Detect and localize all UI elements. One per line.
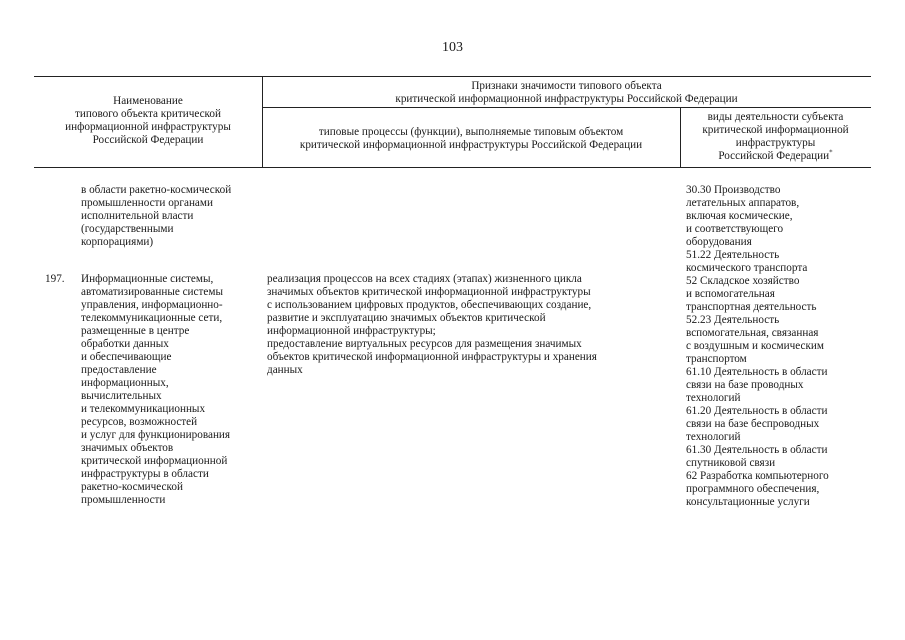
row-number: 197. <box>45 273 65 285</box>
row-name-line: информационных, <box>81 377 169 389</box>
activity-line: 61.10 Деятельность в области <box>686 366 828 378</box>
process-line: предоставление виртуальных ресурсов для размещения значимых <box>267 338 582 350</box>
header-activities-column <box>680 111 871 163</box>
row-name-line: автоматизированные системы <box>81 286 223 298</box>
header-processes-line: типовые процессы (функции), выполняемые типовым объектом <box>318 126 624 138</box>
continuation-line: корпорациями) <box>81 236 154 248</box>
header-name-line: Наименование <box>113 95 183 107</box>
footnote-mark: * <box>829 148 833 157</box>
activity-line: вспомогательная, связанная <box>686 327 819 339</box>
row-name-line: телекоммуникационные сети, <box>81 312 223 324</box>
activity-line: и вспомогательная <box>686 288 775 300</box>
process-line: с использованием цифровых продуктов, обеспечивающих создание, <box>267 299 592 311</box>
activity-line: спутниковой связи <box>686 457 776 469</box>
activity-line: летательных аппаратов, <box>686 197 800 209</box>
header-name-line: информационной инфраструктуры <box>65 121 231 133</box>
header-name-line: Российской Федерации <box>92 134 204 146</box>
activity-line: связи на базе беспроводных <box>686 418 820 430</box>
header-name-column <box>34 95 262 147</box>
row-name-line: и услуг для функционирования <box>81 429 231 441</box>
header-group-line: Признаки значимости типового объекта <box>471 80 662 92</box>
continuation-name-cell <box>81 184 261 249</box>
activity-line: 52 Складское хозяйство <box>686 275 800 287</box>
header-bottom-rule <box>34 167 871 168</box>
process-line: значимых объектов критической информационной инфраструктуры <box>267 286 591 298</box>
activity-line: с воздушным и космическим <box>686 340 824 352</box>
activity-line: 51.22 Деятельность <box>686 249 780 261</box>
activity-line: 62 Разработка компьютерного <box>686 470 829 482</box>
continuation-line: исполнительной власти <box>81 210 194 222</box>
activity-line: и соответствующего <box>686 223 784 235</box>
header-group-title <box>262 80 871 106</box>
header-name-line: типового объекта критической <box>75 108 221 120</box>
continuation-line: промышленности органами <box>81 197 213 209</box>
row-name-line: и обеспечивающие <box>81 351 172 363</box>
activity-line: 52.23 Деятельность <box>686 314 780 326</box>
header-activities-line: инфраструктуры <box>735 137 816 149</box>
header-processes-column <box>262 126 680 152</box>
activity-line: консультационные услуги <box>686 496 810 508</box>
activity-line: 30.30 Производство <box>686 184 781 196</box>
continuation-line: (государственными <box>81 223 174 235</box>
header-activities-line: критической информационной <box>702 124 849 136</box>
activity-line: транспортом <box>686 353 747 365</box>
activities-cell <box>686 184 871 509</box>
row-name-line: обработки данных <box>81 338 169 350</box>
process-line: развитие и эксплуатацию значимых объектов критической <box>267 312 546 324</box>
activity-line: технологий <box>686 392 741 404</box>
activity-line: включая космические, <box>686 210 793 222</box>
activity-line: связи на базе проводных <box>686 379 804 391</box>
row-name-line: значимых объектов <box>81 442 174 454</box>
row-processes-cell <box>267 273 677 377</box>
table-top-rule <box>34 76 871 77</box>
activity-line: транспортная деятельность <box>686 301 817 313</box>
row-name-line: Информационные системы, <box>81 273 214 285</box>
activity-line: программного обеспечения, <box>686 483 820 495</box>
header-activities-line: виды деятельности субъекта <box>707 111 844 123</box>
row-name-line: предоставление <box>81 364 157 376</box>
process-line: информационной инфраструктуры; <box>267 325 436 337</box>
process-line: объектов критической информационной инфраструктуры и хранения <box>267 351 597 363</box>
activity-line: технологий <box>686 431 741 443</box>
row-name-line: управления, информационно- <box>81 299 223 311</box>
activity-line: 61.30 Деятельность в области <box>686 444 828 456</box>
continuation-line: в области ракетно-космической <box>81 184 232 196</box>
activity-line: космического транспорта <box>686 262 808 274</box>
row-name-line: и телекоммуникационных <box>81 403 206 415</box>
activity-line: оборудования <box>686 236 752 248</box>
page-number: 103 <box>442 40 463 55</box>
header-processes-line: критической информационной инфраструктуры Российской Федерации <box>299 139 643 151</box>
row-name-cell <box>81 273 261 507</box>
header-group-line: критической информационной инфраструктуры Российской Федерации <box>395 93 738 105</box>
row-name-line: ресурсов, возможностей <box>81 416 198 428</box>
process-line: данных <box>267 364 303 376</box>
activity-line: 61.20 Деятельность в области <box>686 405 828 417</box>
row-name-line: вычислительных <box>81 390 162 402</box>
row-name-line: ракетно-космической <box>81 481 183 493</box>
row-name-line: размещенные в центре <box>81 325 190 337</box>
row-name-line: критической информационной <box>81 455 228 467</box>
group-header-rule <box>262 107 871 108</box>
row-name-line: инфраструктуры в области <box>81 468 209 480</box>
header-activities-line: Российской Федерации* <box>718 148 833 162</box>
process-line: реализация процессов на всех стадиях (этапах) жизненного цикла <box>267 273 582 285</box>
row-name-line: промышленности <box>81 494 166 506</box>
